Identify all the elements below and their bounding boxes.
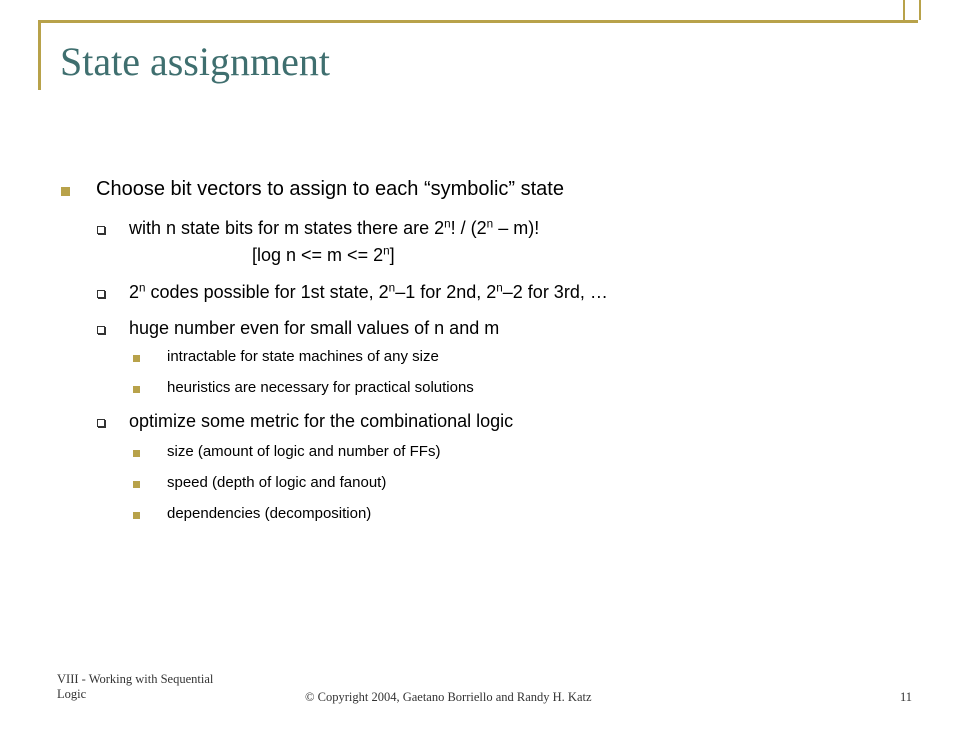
checkbox-bullet-icon bbox=[97, 326, 105, 334]
footer-course: VIII - Working with Sequential Logic bbox=[57, 672, 214, 701]
bullet-sub-4: optimize some metric for the combinational logic bbox=[129, 411, 514, 431]
bullet-main: Choose bit vectors to assign to each “symbolic” state bbox=[96, 178, 564, 200]
page-number: 11 bbox=[900, 690, 913, 704]
bullet-sub-1-line-2: [log $n <= m <= 2^n$] bbox=[252, 244, 395, 265]
bullet-sub-1: with n state bits for m states there are 2$^n$! / (2$^n$ – m)! bbox=[129, 217, 540, 238]
bullet-sub-4-item-3: dependencies (decomposition) bbox=[167, 505, 372, 522]
slide-title: State assignment bbox=[60, 39, 330, 84]
bullet-sub-4-item-2: speed (depth of logic and fanout) bbox=[167, 474, 387, 491]
frame-left-line bbox=[38, 20, 41, 90]
square-bullet-icon bbox=[133, 450, 140, 457]
checkbox-bullet-icon bbox=[97, 290, 105, 298]
frame-top-line bbox=[38, 20, 918, 23]
square-bullet-icon bbox=[61, 187, 70, 196]
frame-corner-box bbox=[903, 0, 921, 20]
bullet-sub-3-item-1: intractable for state machines of any size bbox=[167, 348, 439, 365]
square-bullet-icon bbox=[133, 386, 140, 393]
square-bullet-icon bbox=[133, 481, 140, 488]
checkbox-bullet-icon bbox=[97, 226, 105, 234]
bullet-sub-2: 2$^n$ codes possible for 1st state, 2$^n$–1 for 2nd, 2$^n$–2 for 3rd, … bbox=[129, 281, 608, 302]
bullet-sub-3-item-2: heuristics are necessary for practical solutions bbox=[167, 379, 474, 396]
square-bullet-icon bbox=[133, 355, 140, 362]
bullet-sub-4-item-1: size (amount of logic and number of FFs) bbox=[167, 443, 441, 460]
square-bullet-icon bbox=[133, 512, 140, 519]
checkbox-bullet-icon bbox=[97, 419, 105, 427]
bullet-sub-3: huge number even for small values of n and m bbox=[129, 318, 500, 338]
footer-copyright: © Copyright 2004, Gaetano Borriello and Randy H. Katz bbox=[305, 690, 592, 704]
